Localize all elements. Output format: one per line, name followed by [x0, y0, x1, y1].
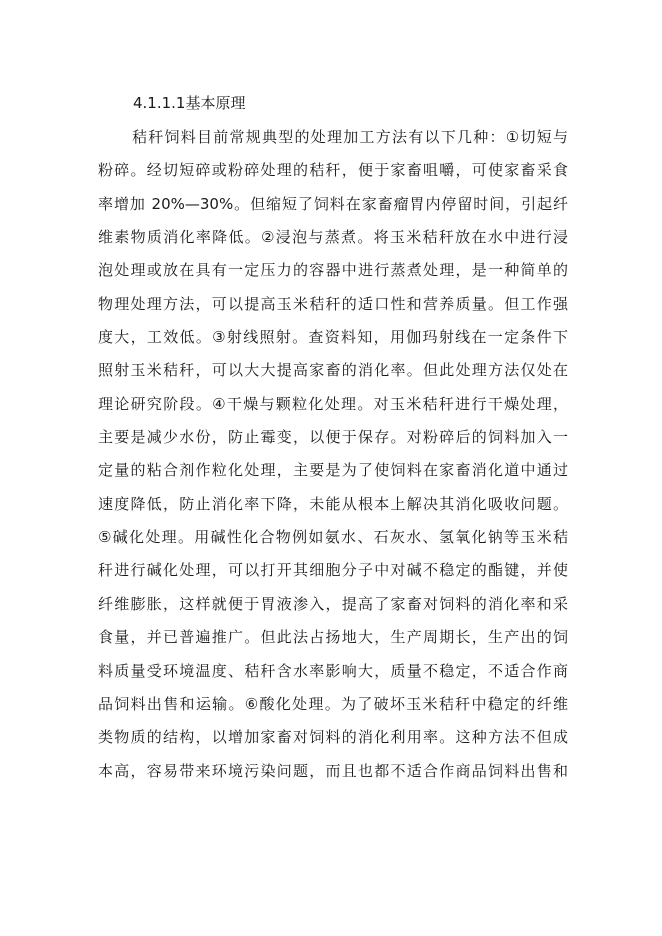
paragraph-line: 纤维膨胀，这样就便于胃液渗入，提高了家畜对饲料的消化率和采	[98, 594, 568, 613]
paragraph-line: 速度降低，防止消化率下降，未能从根本上解决其消化吸收问题。	[98, 494, 568, 513]
paragraph-line: 料质量受环境温度、秸秆含水率影响大，质量不稳定，不适合作商	[98, 661, 568, 680]
paragraph-line: 维素物质消化率降低。②浸泡与蒸煮。将玉米秸秆放在水中进行浸	[98, 228, 568, 247]
paragraph-line: 粉碎。经切短碎或粉碎处理的秸秆，便于家畜咀嚼，可使家畜采食	[98, 161, 568, 180]
paragraph-line: 泡处理或放在具有一定压力的容器中进行蒸煮处理，是一种简单的	[98, 261, 568, 280]
paragraph-line: 品饲料出售和运输。⑥酸化处理。为了破坏玉米秸秆中稳定的纤维	[98, 694, 568, 713]
paragraph-line: 秸秆饲料目前常规典型的处理加工方法有以下几种：①切短与	[132, 128, 568, 146]
paragraph-line: 类物质的结构，以增加家畜对饲料的消化利用率。这种方法不但成	[98, 728, 568, 747]
paragraph-line: 率增加 20%—30%。但缩短了饲料在家畜瘤胃内停留时间，引起纤	[98, 194, 568, 213]
paragraph-line: 照射玉米秸秆，可以大大提高家畜的消化率。但此处理方法仅处在	[98, 361, 568, 380]
paragraph-line: 物理处理方法，可以提高玉米秸秆的适口性和营养质量。但工作强	[98, 294, 568, 313]
paragraph-line: 主要是减少水份，防止霉变，以便于保存。对粉碎后的饲料加入一	[98, 428, 568, 447]
paragraph-line: 本高，容易带来环境污染问题，而且也都不适合作商品饲料出售和	[98, 761, 568, 780]
paragraph-line: ⑤碱化处理。用碱性化合物例如氨水、石灰水、氢氧化钠等玉米秸	[98, 528, 568, 547]
paragraph-line: 秆进行碱化处理，可以打开其细胞分子中对碱不稳定的酯键，并使	[98, 561, 568, 580]
paragraph-line: 理论研究阶段。④干燥与颗粒化处理。对玉米秸秆进行干燥处理，	[98, 394, 568, 413]
section-heading: 4.1.1.1基本原理	[133, 94, 246, 112]
body-paragraph	[98, 121, 568, 788]
paragraph-line: 定量的粘合剂作粒化处理，主要是为了使饲料在家畜消化道中通过	[98, 461, 568, 480]
paragraph-line: 度大，工效低。③射线照射。查资料知，用伽玛射线在一定条件下	[98, 328, 568, 347]
paragraph-line: 食量，并已普遍推广。但此法占扬地大，生产周期长，生产出的饲	[98, 628, 568, 647]
